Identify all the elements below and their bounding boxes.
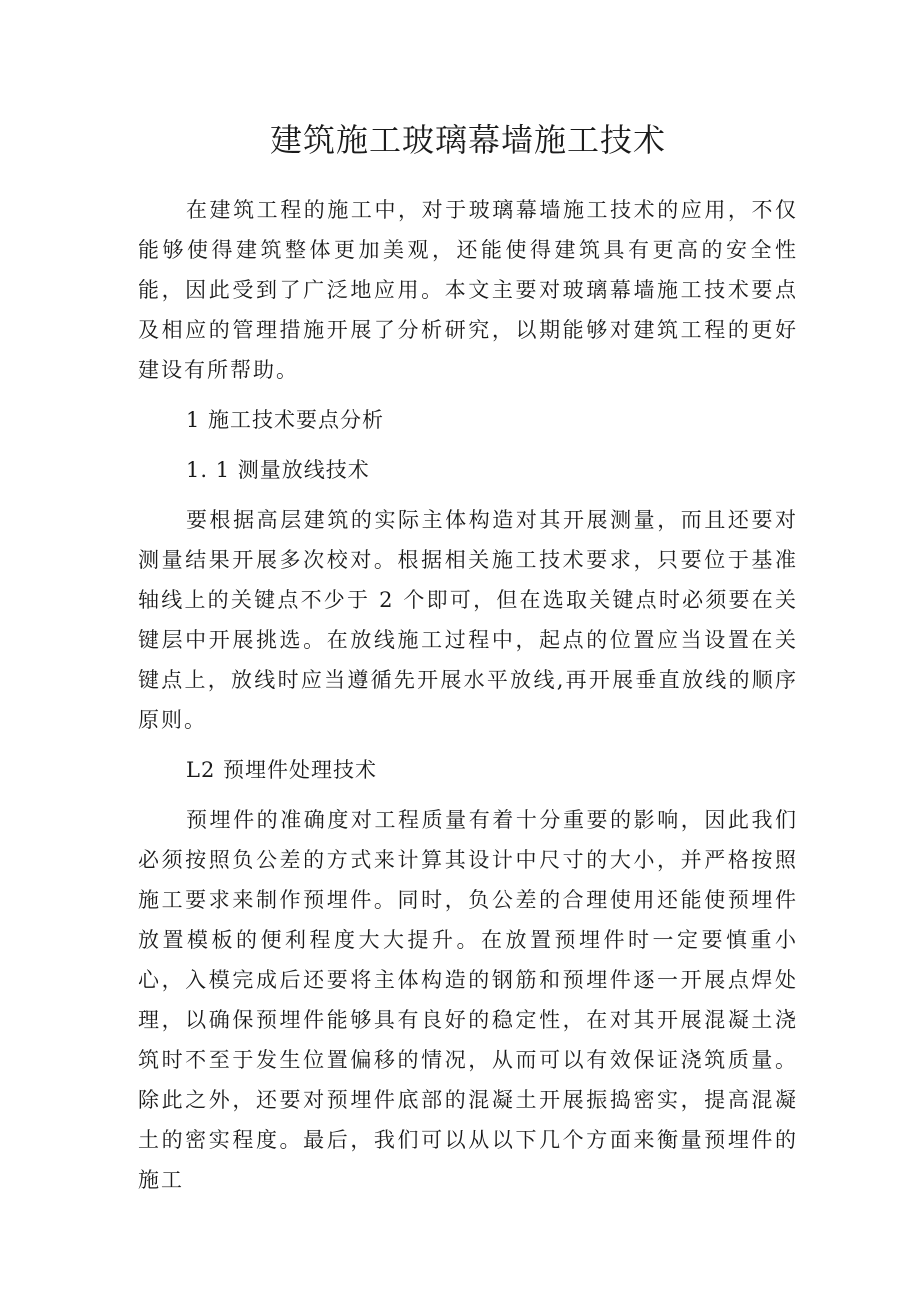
subsection-heading-1-2: L2 预埋件处理技术 [186, 758, 377, 782]
section-heading-1: 1 施工技术要点分析 [186, 408, 385, 432]
subsection-1-2-paragraph: 预埋件的准确度对工程质量有着十分重要的影响，因此我们必须按照负公差的方式来计算其设计中尺寸的大小，并严格按照施工要求来制作预埋件。同时，负公差的合理使用还能使预埋件放置模板的便利程度大大提升。在放置预埋件时一定要慎重小心，入模完成后还要将主体构造的钢筋和预埋件逐一开展点焊处理，以确保预埋件能够具有良好的稳定性，在对其开展混凝土浇筑时不至于发生位置偏移的情况，从而可以有效保证浇筑质量。除此之外，还要对预埋件底部的混凝土开展振捣密实，提高混凝土的密实程度。最后，我们可以从以下几个方面来衡量预埋件的施工 [138, 808, 798, 1192]
document-title: 建筑施工玻璃幕墙施工技术 [269, 121, 666, 159]
intro-paragraph: 在建筑工程的施工中，对于玻璃幕墙施工技术的应用，不仅能够使得建筑整体更加美观，还能使得建筑具有更高的安全性能，因此受到了广泛地应用。本文主要对玻璃幕墙施工技术要点及相应的管理措施开展了分析研究，以期能够对建筑工程的更好建设有所帮助。 [138, 198, 798, 382]
subsection-1-1-paragraph: 要根据高层建筑的实际主体构造对其开展测量，而且还要对测量结果开展多次校对。根据相关施工技术要求，只要位于基准轴线上的关键点不少于 2 个即可，但在选取关键点时必须要在关键层中开展挑选。在放线施工过程中，起点的位置应当设置在关键点上，放线时应当遵循先开展水平放线,再开展垂直放线的顺序原则。 [138, 508, 798, 732]
subsection-heading-1-1: 1. 1 测量放线技术 [186, 458, 370, 482]
document-page [138, 118, 798, 1210]
